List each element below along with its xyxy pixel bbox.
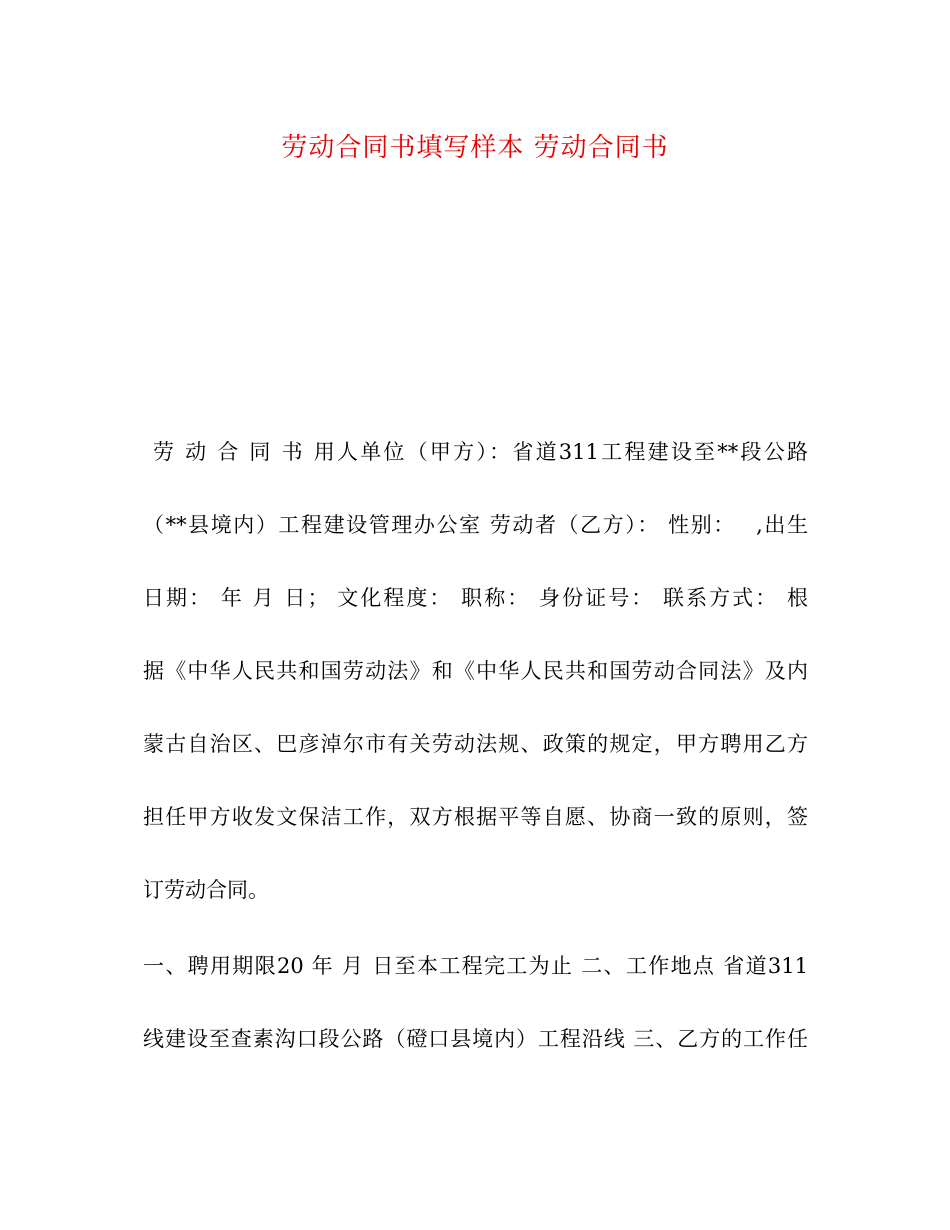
body-line-9: 线建设至查素沟口段公路（磴口县境内）工程沿线 三、乙方的工作任 <box>143 1027 808 1051</box>
document-title: 劳动合同书填写样本 劳动合同书 <box>281 133 669 163</box>
body-line-7: 订劳动合同。 <box>143 878 269 902</box>
body-line-8: 一、聘用期限20 年 月 日至本工程完工为止 二、工作地点 省道311 <box>143 954 808 978</box>
body-line-2: （**县境内）工程建设管理办公室 劳动者（乙方）： 性别： ,出生 <box>143 513 808 537</box>
body-line-5: 蒙古自治区、巴彦淖尔市有关劳动法规、政策的规定，甲方聘用乙方 <box>143 732 808 756</box>
body-line-6: 担任甲方收发文保洁工作，双方根据平等自愿、协商一致的原则，签 <box>143 805 808 829</box>
body-line-4: 据《中华人民共和国劳动法》和《中华人民共和国劳动合同法》及内 <box>143 659 808 683</box>
body-line-3: 日期： 年 月 日； 文化程度： 职称： 身份证号： 联系方式： 根 <box>143 586 808 610</box>
body-line-1: 劳 动 合 同 书 用人单位（甲方）：省道311工程建设至**段公路 <box>153 440 808 464</box>
document-body <box>143 432 808 1092</box>
